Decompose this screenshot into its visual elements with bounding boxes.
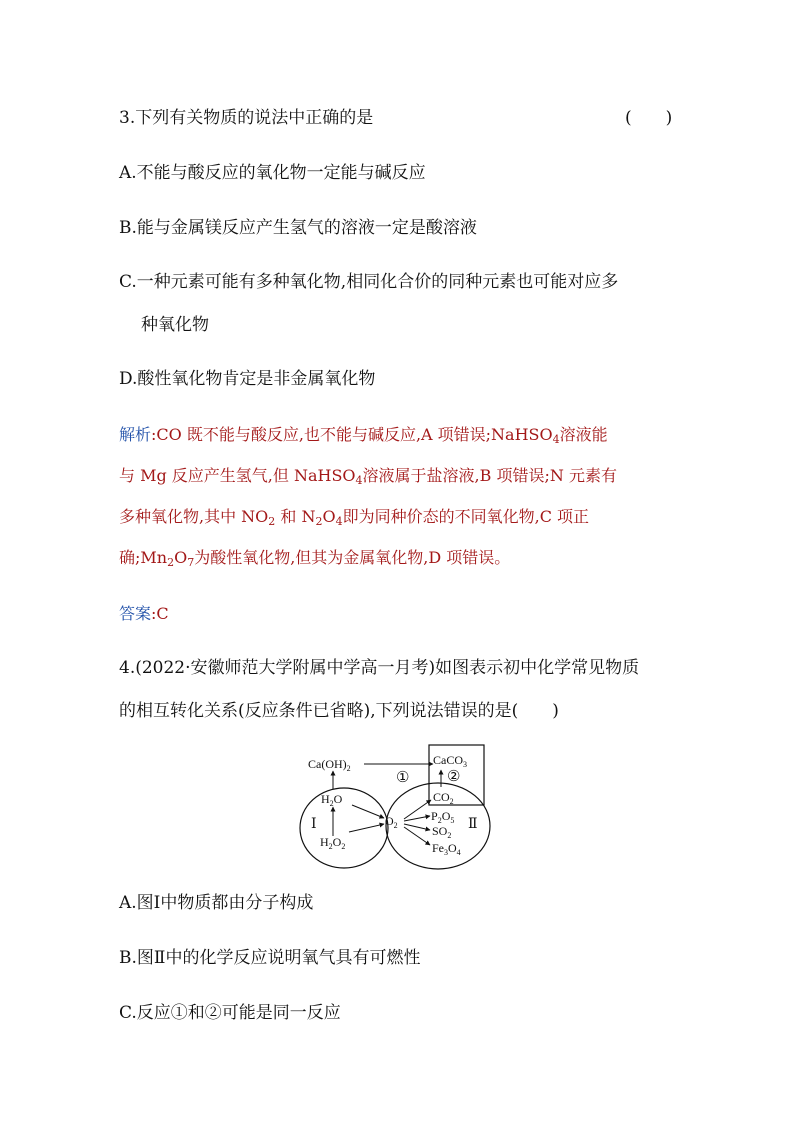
- arrow-h2o-o2: [352, 805, 384, 818]
- label-caoh2: $Ca(OH)_2$: [308, 757, 351, 773]
- label-reaction-2: ②: [447, 769, 461, 785]
- explanation-line-3: 多种氧化物,其中 $NO_2$ 和 $N_2O_4$即为同种价态的不同氧化物,C 项正: [119, 507, 590, 528]
- q3-option-d: D.酸性氧化物肯定是非金属氧化物: [119, 369, 376, 389]
- q4-option-b: B.图Ⅱ中的化学反应说明氧气具有可燃性: [119, 948, 421, 968]
- label-h2o2: $H_2O_2$: [320, 835, 346, 851]
- transformation-diagram: [296, 742, 496, 872]
- label-fe3o4: $Fe_3O_4$: [432, 841, 461, 857]
- q3-option-b: B.能与金属镁反应产生氢气的溶液一定是酸溶液: [119, 218, 477, 238]
- label-co2: $CO_2$: [433, 790, 454, 806]
- label-h2o: $H_2O$: [321, 792, 343, 808]
- arrow-o2-fe3o4: [404, 827, 430, 845]
- arrow-h2o2-o2: [349, 824, 384, 832]
- label-o2: $O_2$: [385, 814, 398, 830]
- explanation-line-1: 解析:CO 既不能与酸反应,也不能与碱反应,A 项错误;NaHSO$_4$溶液能: [119, 425, 608, 446]
- q3-stem: 3.下列有关物质的说法中正确的是: [119, 108, 374, 128]
- label-caco3: CaCO$_3$: [433, 753, 467, 769]
- q3-option-a: A.不能与酸反应的氧化物一定能与碱反应: [119, 163, 426, 183]
- explanation-label: 解析: [119, 425, 152, 444]
- label-region-one: Ⅰ: [311, 817, 317, 832]
- q4-stem-line1: 4.(2022·安徽师范大学附属中学高一月考)如图表示初中化学常见物质: [119, 658, 640, 678]
- answer-label: 答案: [119, 604, 152, 623]
- q3-answer-paren: ( ): [625, 108, 673, 128]
- answer-line: [119, 602, 169, 626]
- label-p2o5: $P_2O_5$: [431, 809, 455, 825]
- answer-value: :C: [151, 604, 169, 623]
- label-region-two: Ⅱ: [468, 817, 478, 832]
- q3-option-c-line2: 种氧化物: [141, 315, 209, 335]
- q3-option-c-line1: C.一种元素可能有多种氧化物,相同化合价的同种元素也可能对应多: [119, 272, 619, 292]
- label-so2: $SO_2$: [432, 824, 452, 840]
- q4-option-c: C.反应①和②可能是同一反应: [119, 1003, 341, 1023]
- q4-option-a: A.图Ⅰ中物质都由分子构成: [119, 893, 314, 913]
- explanation-line-2: 与 Mg 反应产生氢气,但 NaHSO$_4$溶液属于盐溶液,B 项错误;N 元素有: [119, 466, 617, 487]
- explanation-line-4: 确$;Mn_2O_7$为酸性氧化物,但其为金属氧化物,D 项错误。: [119, 548, 511, 569]
- q4-stem-line2: 的相互转化关系(反应条件已省略),下列说法错误的是( ): [119, 701, 559, 721]
- label-reaction-1: ①: [396, 770, 410, 786]
